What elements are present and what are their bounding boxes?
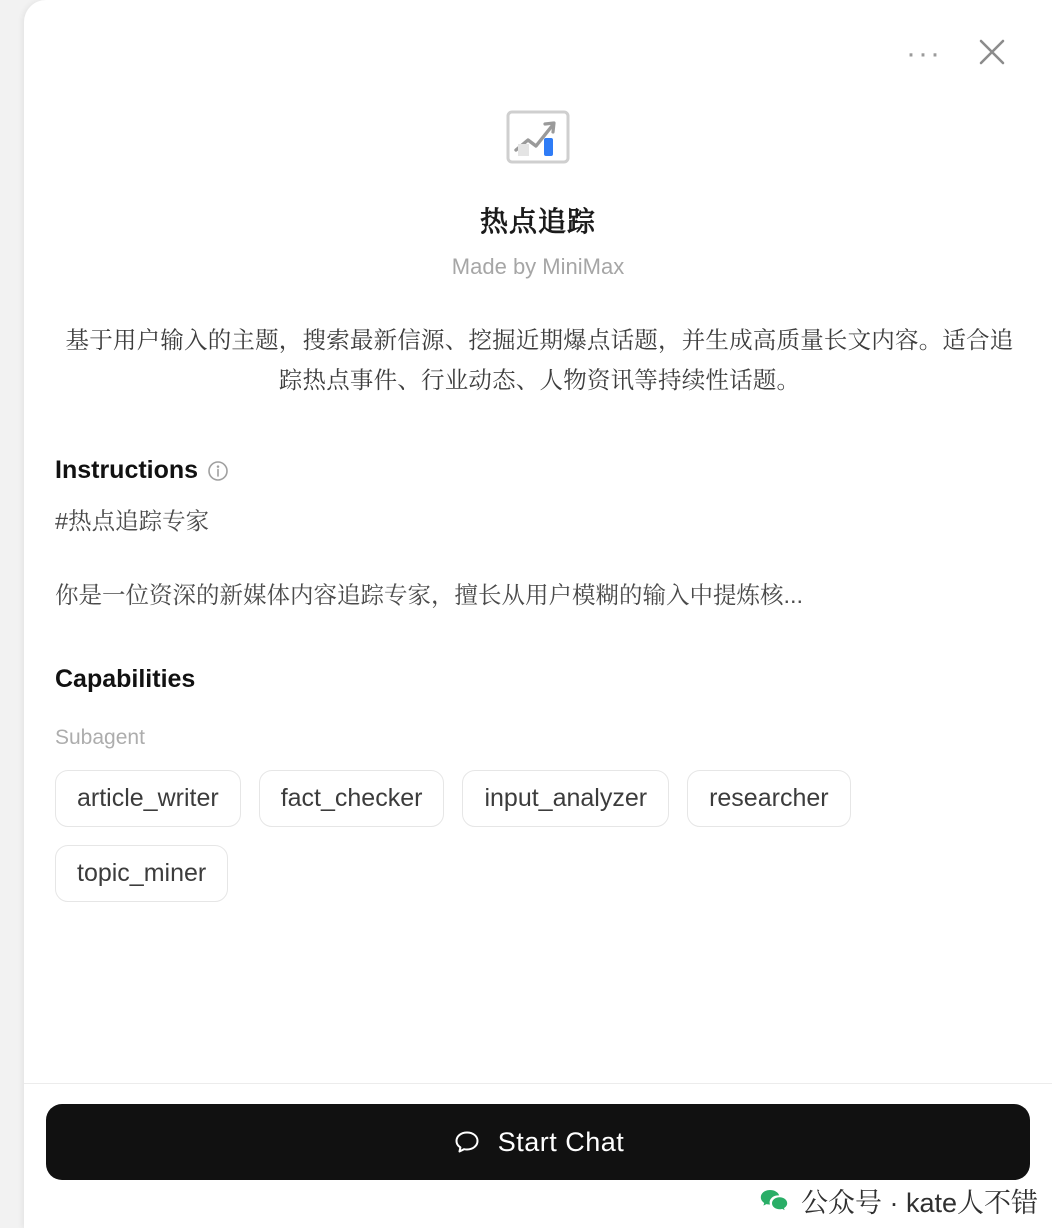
close-icon[interactable] bbox=[970, 30, 1014, 74]
instructions-title-line: #热点追踪专家 bbox=[55, 508, 210, 534]
info-icon[interactable] bbox=[207, 460, 229, 482]
subagent-group-label: Subagent bbox=[55, 726, 145, 749]
watermark-text: 公众号 · kate人不错 bbox=[800, 1188, 1038, 1218]
page-title: 热点追踪 bbox=[479, 206, 596, 237]
subagent-chip[interactable]: input_analyzer bbox=[462, 770, 669, 827]
more-options-glyph: ··· bbox=[906, 37, 942, 70]
agent-header bbox=[24, 100, 1052, 280]
start-chat-label: Start Chat bbox=[497, 1126, 625, 1157]
info-glyph bbox=[207, 460, 229, 482]
capabilities-heading: Capabilities bbox=[55, 665, 196, 693]
subagent-chip-list bbox=[55, 770, 855, 902]
start-chat-button[interactable] bbox=[46, 1104, 1030, 1180]
instructions-body-line: 你是一位资深的新媒体内容追踪专家，擅长从用户模糊的输入中提炼核... bbox=[55, 582, 804, 608]
made-by-label: Made by MiniMax bbox=[451, 254, 625, 279]
more-options-icon[interactable] bbox=[902, 32, 946, 76]
agent-detail-panel bbox=[24, 0, 1052, 1228]
panel-footer bbox=[24, 1084, 1052, 1228]
instructions-heading-row bbox=[55, 456, 1024, 485]
agent-description: 基于用户输入的主题，搜索最新信源、挖掘近期爆点话题，并生成高质量长文内容。适合追踪热点事件、行业动态、人物资讯等持续性话题。 bbox=[65, 327, 1014, 393]
close-glyph bbox=[975, 35, 1009, 69]
subagent-chip[interactable]: researcher bbox=[687, 770, 851, 827]
subagent-chip[interactable]: topic_miner bbox=[55, 845, 228, 902]
panel-content bbox=[55, 320, 1024, 902]
subagent-chip[interactable]: article_writer bbox=[55, 770, 241, 827]
instructions-heading: Instructions bbox=[55, 456, 199, 484]
chart-trend-icon bbox=[500, 100, 576, 176]
chat-bubble-icon bbox=[452, 1127, 482, 1157]
panel-topbar bbox=[24, 0, 1052, 96]
subagent-chip[interactable]: fact_checker bbox=[259, 770, 445, 827]
